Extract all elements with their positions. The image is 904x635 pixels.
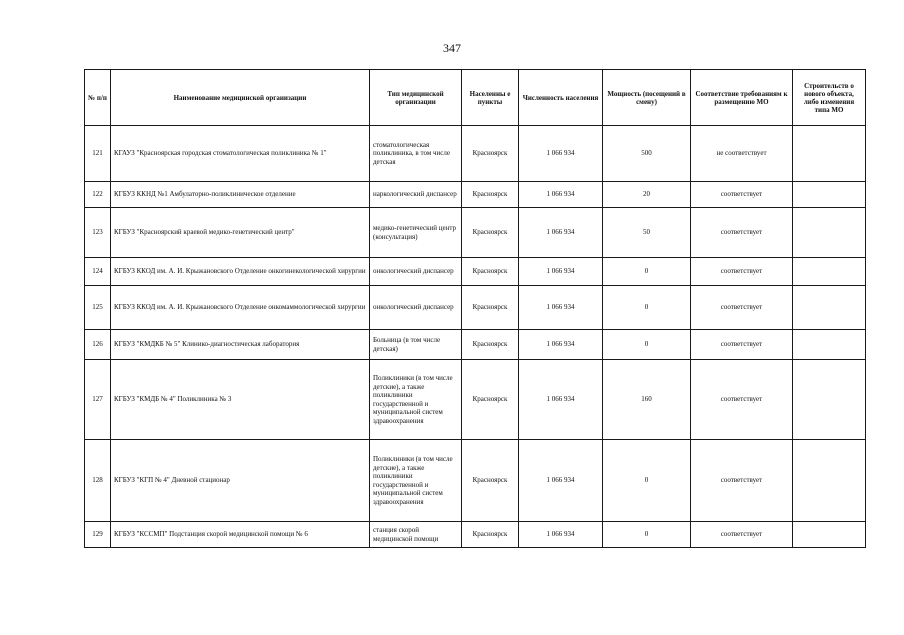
header-org-type: Тип медицинской организации [370,70,462,126]
population: 1 066 934 [519,360,603,440]
row-number: 121 [85,126,111,182]
locality: Красноярск [462,258,519,286]
capacity: 500 [603,126,691,182]
compliance: не соответствует [691,126,793,182]
population: 1 066 934 [519,286,603,330]
table-row [85,360,866,440]
population: 1 066 934 [519,522,603,548]
locality: Красноярск [462,126,519,182]
locality: Красноярск [462,182,519,208]
org-name: КГБУЗ "КССМП" Подстанция скорой медицинской помощи № 6 [111,522,370,548]
org-type: станция скорой медицинской помощи [370,522,462,548]
org-name: КГБУЗ "КГП № 4" Дневной стационар [111,440,370,522]
header-population: Численность населения [519,70,603,126]
org-name: КГБУЗ "Красноярский краевой медико-генетический центр" [111,208,370,258]
construction [793,208,866,258]
population: 1 066 934 [519,182,603,208]
construction [793,360,866,440]
org-name: КГБУЗ "КМДБ № 4" Поликлиника № 3 [111,360,370,440]
header-org-name: Наименование медицинской организации [111,70,370,126]
construction [793,182,866,208]
org-name: КГБУЗ ККНД №1 Амбулаторно-поликлиническое отделение [111,182,370,208]
locality: Красноярск [462,440,519,522]
compliance: соответствует [691,440,793,522]
population: 1 066 934 [519,126,603,182]
row-number: 122 [85,182,111,208]
table-row [85,330,866,360]
table-row [85,126,866,182]
org-name: КГБУЗ ККОД им. А. И. Крыжановского Отделение онкогинекологической хирургии [111,258,370,286]
header-construction: Строительств о нового объекта, либо изменения типа МО [793,70,866,126]
row-number: 126 [85,330,111,360]
header-number: № п/п [85,70,111,126]
compliance: соответствует [691,522,793,548]
locality: Красноярск [462,522,519,548]
capacity: 0 [603,440,691,522]
header-locality: Населенны е пункты [462,70,519,126]
compliance: соответствует [691,360,793,440]
row-number: 123 [85,208,111,258]
org-type: Поликлиники (в том числе детские), а также поликлиники государственной и муниципальной систем здравоохранения [370,440,462,522]
org-type: наркологический диспансер [370,182,462,208]
row-number: 124 [85,258,111,286]
table-row [85,208,866,258]
construction [793,126,866,182]
row-number: 128 [85,440,111,522]
org-name: КГАУЗ "Красноярская городская стоматологическая поликлиника № 1" [111,126,370,182]
row-number: 129 [85,522,111,548]
org-type: медико-генетический центр (консультация) [370,208,462,258]
capacity: 0 [603,522,691,548]
population: 1 066 934 [519,440,603,522]
compliance: соответствует [691,258,793,286]
locality: Красноярск [462,286,519,330]
locality: Красноярск [462,330,519,360]
table-row [85,522,866,548]
table-row [85,182,866,208]
population: 1 066 934 [519,330,603,360]
population: 1 066 934 [519,258,603,286]
population: 1 066 934 [519,208,603,258]
org-type: Больница (в том числе детская) [370,330,462,360]
row-number: 125 [85,286,111,330]
capacity: 0 [603,258,691,286]
org-name: КГБУЗ ККОД им. А. И. Крыжановского Отделение онкомаммологической хирургии [111,286,370,330]
construction [793,258,866,286]
capacity: 20 [603,182,691,208]
org-type: стоматологическая поликлиника, в том числе детская [370,126,462,182]
org-type: онкологический диспансер [370,258,462,286]
capacity: 50 [603,208,691,258]
org-type: онкологический диспансер [370,286,462,330]
compliance: соответствует [691,330,793,360]
page-number: 347 [443,41,461,55]
construction [793,286,866,330]
compliance: соответствует [691,182,793,208]
table-row [85,286,866,330]
construction [793,330,866,360]
org-type: Поликлиники (в том числе детские), а также поликлиники государственной и муниципальной систем здравоохранения [370,360,462,440]
capacity: 160 [603,360,691,440]
org-name: КГБУЗ "КМДКБ № 5" Клинико-диагностическая лаборатория [111,330,370,360]
construction [793,440,866,522]
locality: Красноярск [462,208,519,258]
compliance: соответствует [691,286,793,330]
table-row [85,258,866,286]
construction [793,522,866,548]
capacity: 0 [603,330,691,360]
table-row [85,440,866,522]
locality: Красноярск [462,360,519,440]
capacity: 0 [603,286,691,330]
table-header-row [85,70,866,126]
header-capacity: Мощность (посещений в смену) [603,70,691,126]
header-compliance: Соответствие требованиям к размещению МО [691,70,793,126]
compliance: соответствует [691,208,793,258]
row-number: 127 [85,360,111,440]
medical-organizations-table [84,69,866,548]
